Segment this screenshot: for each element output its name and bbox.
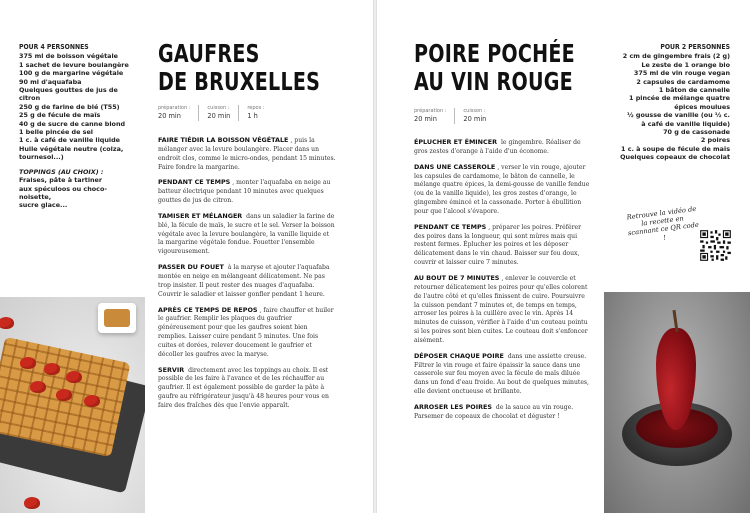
step-text: , puis la mélanger avec la levure boulangère. Placer dans un endroit clos, comme le micro-ondes, pendant 15 minutes. Faire fondre la margarine. — [158, 137, 336, 171]
strawberry — [44, 363, 60, 375]
recipe-step — [158, 366, 336, 411]
ingredient-line: 2 capsules de cardamome — [636, 77, 730, 86]
recipe-step — [414, 223, 592, 268]
qr-handwritten-note: Retrouve la vidéo de la recette en scannant ce QR code ! — [626, 204, 700, 242]
ingredient-line: 375 ml de boisson végétale — [19, 52, 119, 61]
time-cell — [198, 105, 238, 121]
ingredient-line: 40 g de sucre de canne blond — [19, 119, 126, 128]
ingredient-line: ½ gousse de vanille (ou ½ c. — [627, 111, 730, 120]
strawberry — [20, 357, 36, 369]
ingredient-line: 90 ml d'aquafaba — [19, 77, 82, 86]
step-text: , monter l'aquafaba en neige au batteur électrique pendant 10 minutes avec quelques gouttes de jus de citron. — [158, 179, 331, 205]
step-keyword: DÉPOSER CHAQUE POIRE — [414, 351, 504, 360]
title-line: GAUFRES — [158, 39, 260, 68]
recipe-steps-pear — [414, 138, 592, 428]
step-text: , faire chauffer et huiler le gaufrier. Remplir les plaques du gaufrier généreusement pour que les gaufres soient bien remplies. Laisser cuire pendant 5 minutes. Une fois cuites et dorées, relever doucement le gaufrier et décoller les gaufres avec la maryse. — [158, 306, 334, 358]
recipe-step — [158, 178, 336, 206]
step-keyword: SERVIR — [158, 365, 185, 374]
step-text: , verser le vin rouge, ajouter les capsules de cardamome, le bâton de cannelle, le mélange quatre épices, la demi-gousse de vanille fendue (ou de la vanille liquide), les gros zestes d'orange, le gingembre émincé et la cassonade. Porter à ébullition pour que l'alcool s'évapore. — [414, 163, 590, 215]
ingredient-line: tournesol...) — [19, 153, 64, 162]
recipe-step — [414, 274, 592, 346]
step-text: dans un saladier la farine de blé, la fécule de maïs, le sucre et le sel. Verser la boisson végétale avec la levure boulangère, la vanille liquide et la margarine végétale fondue. Fouetter l'ensemble vigoureusement. — [158, 212, 335, 256]
recipe-times — [414, 108, 494, 124]
ingredient-line: Quelques gouttes de jus de citron — [19, 86, 118, 103]
step-keyword: PASSER DU FOUET — [158, 263, 224, 272]
recipe-times — [158, 105, 272, 121]
step-text: directement avec les toppings au choix. Il est possible de les faire à l'avance et de les réchauffer au gaufrier. Il est également possible de garder la pâte à gaufre au réfrigérateur jusqu'à 48 heures pour vous en faire des fraîches dès que l'envie apparaît. — [158, 366, 329, 409]
strawberry — [24, 497, 40, 509]
ingredient-line: 1 belle pincée de sel — [19, 128, 93, 137]
time-label: cuisson : — [207, 105, 230, 111]
time-value: 20 min — [158, 112, 181, 120]
time-cell — [158, 105, 198, 121]
ingredient-line: 25 g de fécule de maïs — [19, 111, 101, 120]
step-keyword: APRÈS CE TEMPS DE REPOS — [158, 305, 258, 314]
recipe-step — [158, 306, 336, 360]
ingredient-line: 1 c. à café de vanille liquide — [19, 136, 120, 145]
ingredient-line: 375 ml de vin rouge vegan — [633, 69, 730, 78]
title-line: POIRE POCHÉE — [414, 39, 575, 68]
time-value: 20 min — [463, 115, 487, 123]
strawberry — [56, 389, 72, 401]
title-line: AU VIN ROUGE — [414, 67, 573, 96]
recipe-step — [414, 352, 592, 397]
step-text: dans une assiette creuse. Filtrer le vin rouge et faire épaissir la sauce dans une casserole sur feu moyen avec la fécule de maïs diluée dans un fond d'eau froide. Au bout de quelques minutes, elle devient onctueuse et brillante. — [414, 352, 589, 396]
step-text: , enlever le couvercle et retourner délicatement les poires pour qu'elles colorent de l'autre côté et qu'elles finissent de cuire. Poursuivre la cuisson pendant 7 minutes et, de temps en temps, arroser les poires à la cuillère avec le vin. Après 14 minutes de cuisson, vérifier à l'aide d'un couteau pointu si les poires sont bien cuites. Le couteau doit s'enfoncer aisément. — [414, 274, 588, 344]
step-keyword: PENDANT CE TEMPS — [414, 222, 487, 231]
time-label: cuisson : — [463, 108, 486, 114]
strawberry — [66, 371, 82, 383]
spread-cup — [98, 303, 136, 333]
recipe-step — [158, 263, 336, 299]
ingredient-line: Huile végétale neutre (colza, — [19, 144, 124, 153]
recipe-steps-waffles — [158, 136, 336, 417]
poached-pear-photo — [604, 292, 750, 513]
recipe-step — [158, 212, 336, 257]
time-label: préparation : — [158, 105, 191, 111]
recipe-step — [414, 403, 592, 422]
step-keyword: FAIRE TIÉDIR LA BOISSON VÉGÉTALE — [158, 136, 289, 144]
ingredient-line: sucre glace... — [19, 201, 68, 210]
ingredient-line: Le zeste de 1 orange bio — [641, 60, 730, 69]
ingredient-line: à café de vanille liquide) — [641, 119, 730, 128]
step-text: le gingembre. Réaliser de gros zestes d'orange à l'aide d'un économe. — [414, 139, 581, 155]
step-text: , préparer les poires. Préférer des poires dans la longueur, qui sont mûres mais qui restent fermes. Éplucher les poires et les déposer délicatement dans le vin chaud. Baisser sur feu doux, couvrir et laisser cuire 7 minutes. — [414, 223, 582, 267]
ingredient-line: aux spéculoos ou choco-noisette, — [19, 184, 107, 201]
ingredient-line: 1 pincée de mélange quatre — [629, 94, 730, 103]
time-value: 20 min — [414, 115, 437, 123]
left-page — [0, 0, 373, 513]
ingredient-line: 1 bâton de cannelle — [658, 86, 730, 95]
ingredient-items — [19, 52, 139, 161]
ingredients-list-pear — [610, 43, 730, 162]
recipe-step — [414, 163, 592, 217]
toppings-items — [19, 176, 139, 210]
strawberry — [30, 381, 46, 393]
toppings-heading: TOPPINGS (AU CHOIX) : — [19, 167, 104, 176]
ingredients-heading: POUR 2 PERSONNES — [660, 43, 730, 51]
right-page — [377, 0, 750, 513]
step-keyword: DANS UNE CASSEROLE — [414, 162, 496, 171]
ingredient-line: 1 sachet de levure boulangère — [19, 60, 129, 69]
time-cell — [238, 105, 272, 121]
qr-code-icon[interactable] — [699, 229, 732, 262]
recipe-step — [158, 136, 336, 172]
ingredient-line: 250 g de farine de blé (T55) — [19, 102, 120, 111]
step-text: à la maryse et ajouter l'aquafaba montée en neige en mélangeant délicatement. Ne pas trop insister. Il peut rester des nuages d'aquafaba. Couvrir le saladier et laisser gonfler pendant 1 heure. — [158, 264, 330, 298]
ingredient-line: 2 poires — [700, 136, 730, 145]
waffle-photo — [0, 297, 145, 513]
ingredients-list-waffles — [19, 43, 139, 210]
title-line: DE BRUXELLES — [158, 67, 321, 96]
strawberry — [84, 395, 100, 407]
ingredients-heading: POUR 4 PERSONNES — [19, 43, 89, 51]
recipe-title-pear — [414, 40, 575, 96]
time-label: repos : — [247, 105, 265, 111]
ingredient-line: 1 c. à soupe de fécule de maïs — [621, 144, 730, 153]
time-label: préparation : — [414, 108, 447, 114]
recipe-title-waffles — [158, 40, 320, 96]
time-cell — [414, 108, 454, 124]
ingredient-items — [610, 52, 730, 161]
step-keyword: AU BOUT DE 7 MINUTES — [414, 273, 500, 282]
ingredient-line: Quelques copeaux de chocolat — [620, 153, 730, 162]
recipe-step — [414, 138, 592, 157]
step-keyword: ÉPLUCHER ET ÉMINCER — [414, 138, 498, 146]
time-value: 20 min — [207, 112, 231, 120]
ingredient-line: 70 g de cassonade — [663, 128, 730, 137]
ingredient-line: 100 g de margarine végétale — [19, 69, 124, 78]
ingredient-line: Fraises, pâte à tartiner — [19, 176, 103, 185]
ingredient-line: 2 cm de gingembre frais (2 g) — [622, 52, 730, 61]
time-cell — [454, 108, 494, 124]
strawberry — [0, 317, 14, 329]
step-text: de la sauce au vin rouge. Parsemer de copeaux de chocolat et déguster ! — [414, 403, 574, 420]
ingredient-line: épices moulues — [674, 102, 730, 111]
step-keyword: TAMISER ET MÉLANGER — [158, 211, 243, 220]
time-value: 1 h — [247, 112, 258, 120]
step-keyword: ARROSER LES POIRES — [414, 402, 492, 411]
step-keyword: PENDANT CE TEMPS — [158, 178, 231, 187]
